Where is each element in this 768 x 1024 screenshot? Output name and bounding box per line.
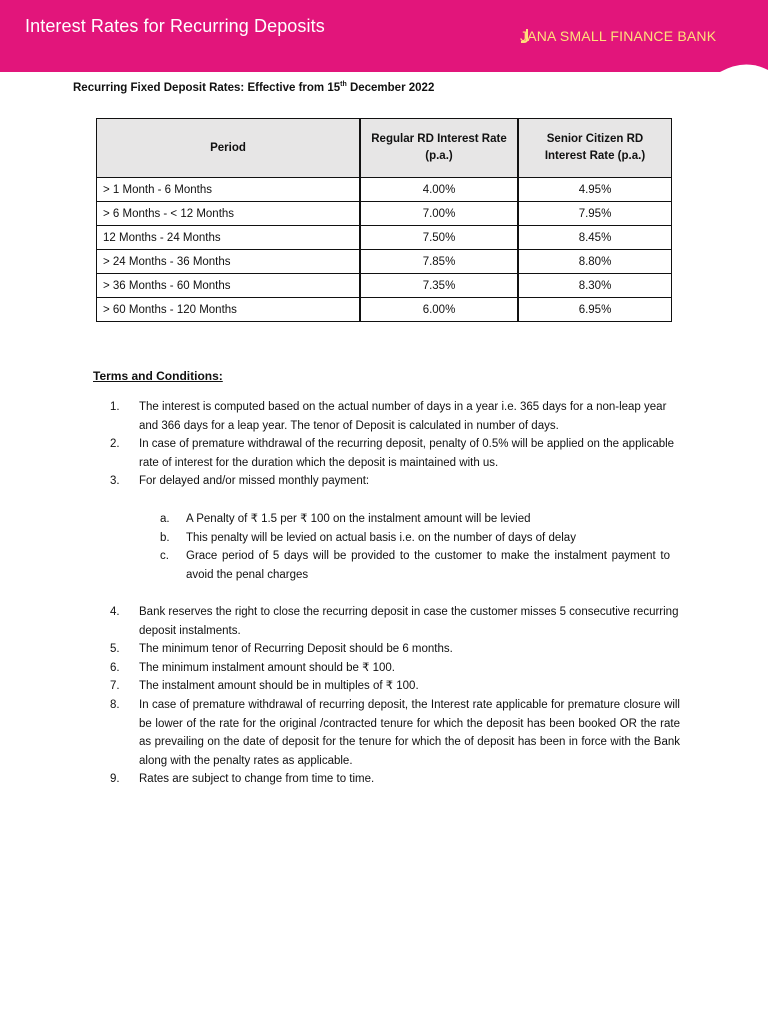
sublist-item — [160, 547, 670, 584]
column-header-regular-rate: Regular RD Interest Rate (p.a.) — [360, 119, 518, 178]
list-item — [110, 677, 680, 696]
list-item-number: 4. — [110, 606, 120, 618]
terms-list-part-2 — [110, 603, 680, 789]
sublist-item — [160, 529, 670, 548]
subtitle-suffix: December 2022 — [346, 82, 435, 94]
list-item — [110, 435, 680, 472]
cell-regular-rate: 7.85% — [360, 250, 518, 274]
header-banner — [0, 0, 768, 72]
list-item-number: 1. — [110, 401, 120, 413]
list-item-number: 7. — [110, 680, 120, 693]
table-row — [97, 202, 672, 226]
bank-name: JANA SMALL FINANCE BANK — [520, 28, 717, 44]
cell-period: > 6 Months - < 12 Months — [97, 202, 361, 226]
cell-senior-rate: 6.95% — [518, 298, 672, 322]
list-item-number: 5. — [110, 643, 120, 656]
cell-period: > 1 Month - 6 Months — [97, 178, 361, 202]
penalty-sublist — [160, 510, 670, 584]
cell-senior-rate: 7.95% — [518, 202, 672, 226]
list-item-text: The minimum instalment amount should be ₹ 100. — [139, 661, 395, 674]
sublist-item — [160, 510, 670, 529]
sublist-item-text: Grace period of 5 days will be provided to the customer to make the instalment payment to avoid the penal charges — [186, 550, 670, 581]
cell-regular-rate: 7.35% — [360, 274, 518, 298]
sublist-item-letter: b. — [160, 531, 170, 544]
cell-regular-rate: 4.00% — [360, 178, 518, 202]
table-row — [97, 178, 672, 202]
list-item-number: 2. — [110, 438, 120, 451]
terms-list-part-1 — [110, 398, 680, 491]
cell-senior-rate: 8.30% — [518, 274, 672, 298]
list-item — [110, 640, 680, 659]
list-item-text: For delayed and/or missed monthly payment: — [139, 475, 370, 488]
cell-senior-rate: 8.45% — [518, 226, 672, 250]
cell-period: > 24 Months - 36 Months — [97, 250, 361, 274]
page-title: Interest Rates for Recurring Deposits — [25, 16, 325, 36]
table-row — [97, 274, 672, 298]
list-item — [110, 696, 680, 770]
sublist-item-text: This penalty will be levied on actual basis i.e. on the number of days of delay — [186, 531, 576, 544]
list-item — [110, 472, 680, 491]
column-header-period: Period — [97, 119, 361, 178]
bank-logo-icon — [520, 28, 530, 44]
list-item-number: 6. — [110, 661, 120, 674]
list-item-text: Rates are subject to change from time to time. — [139, 773, 375, 786]
cell-period: > 36 Months - 60 Months — [97, 274, 361, 298]
list-item-text: Bank reserves the right to close the recurring deposit in case the customer misses 5 consecutive recurring deposit instalments. — [139, 606, 679, 637]
list-item-text: The interest is computed based on the actual number of days in a year i.e. 365 days for a non-leap year and 366 days for a leap year. The tenor of Deposit is calculated in number of days. — [139, 401, 667, 432]
list-item-text: In case of premature withdrawal of recurring deposit, the Interest rate applicable for premature closure will be lower of the rate for the original /contracted tenure for which the deposit has been booked OR the rate as prevailing on the date of deposit for the tenure for which the of deposit has been in force with the Bank along with the penalty rates as applicable. — [139, 698, 680, 767]
terms-heading: Terms and Conditions: — [93, 369, 223, 383]
interest-rate-table — [96, 118, 672, 322]
list-item-number: 9. — [110, 773, 120, 786]
cell-period: 12 Months - 24 Months — [97, 226, 361, 250]
subtitle-prefix: Recurring Fixed Deposit Rates: Effective from 15 — [73, 82, 341, 94]
list-item — [110, 659, 680, 678]
document-subtitle — [73, 82, 434, 94]
cell-regular-rate: 6.00% — [360, 298, 518, 322]
table-row — [97, 226, 672, 250]
list-item-text: The minimum tenor of Recurring Deposit should be 6 months. — [139, 643, 453, 656]
cell-senior-rate: 8.80% — [518, 250, 672, 274]
list-item-number: 8. — [110, 698, 120, 711]
list-item-number: 3. — [110, 475, 120, 488]
sublist-item-letter: c. — [160, 550, 169, 563]
list-item — [110, 770, 680, 789]
cell-regular-rate: 7.50% — [360, 226, 518, 250]
cell-period: > 60 Months - 120 Months — [97, 298, 361, 322]
table-header-row — [97, 119, 672, 178]
sublist-item-text: A Penalty of ₹ 1.5 per ₹ 100 on the instalment amount will be levied — [186, 513, 531, 525]
cell-regular-rate: 7.00% — [360, 202, 518, 226]
bank-brand — [520, 28, 716, 44]
list-item-text: The instalment amount should be in multiples of ₹ 100. — [139, 680, 419, 693]
sublist-item-letter: a. — [160, 513, 170, 525]
table-row — [97, 298, 672, 322]
table-row — [97, 250, 672, 274]
list-item — [110, 398, 680, 435]
cell-senior-rate: 4.95% — [518, 178, 672, 202]
column-header-senior-rate: Senior Citizen RD Interest Rate (p.a.) — [518, 119, 672, 178]
list-item-text: In case of premature withdrawal of the recurring deposit, penalty of 0.5% will be applied on the applicable rate of interest for the duration which the deposit is maintained with us. — [139, 438, 675, 469]
subtitle-ordinal: th — [340, 81, 347, 89]
list-item — [110, 603, 680, 640]
